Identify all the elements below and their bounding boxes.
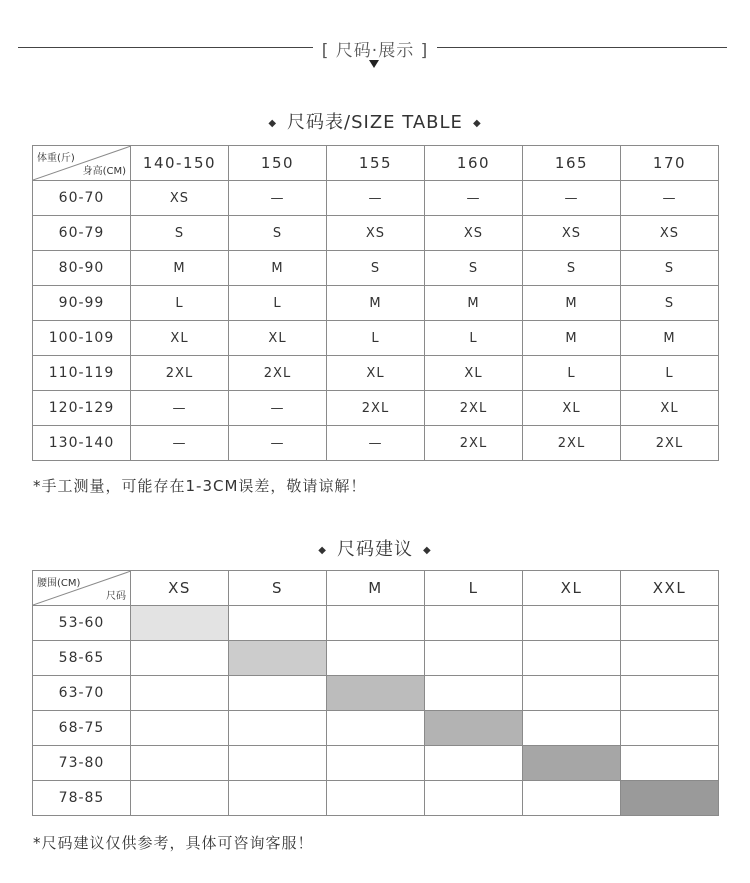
suggestion-table-cell xyxy=(327,641,425,676)
size-table-cell: L xyxy=(229,286,327,321)
suggestion-table-note: *尺码建议仅供参考，具体可咨询客服！ xyxy=(33,834,314,852)
suggestion-table-cell xyxy=(425,676,523,711)
suggestion-table-cell xyxy=(131,711,229,746)
size-column-header: 165 xyxy=(523,146,621,181)
banner-label: [ 尺码·展示 ] xyxy=(321,41,429,61)
size-table-row xyxy=(33,216,719,251)
suggestion-table-cell xyxy=(425,606,523,641)
suggestion-column-header: S xyxy=(229,571,327,606)
waist-row-label: 58-65 xyxy=(33,641,131,676)
size-table-cell: XS xyxy=(621,216,719,251)
size-table-row xyxy=(33,356,719,391)
size-table-cell: S xyxy=(327,251,425,286)
recommended-size-cell xyxy=(327,676,425,711)
corner-bottom-label: 身高(CM) xyxy=(82,166,126,177)
size-row-label: 90-99 xyxy=(33,286,131,321)
size-table-cell: XL xyxy=(425,356,523,391)
size-table-cell: — xyxy=(425,181,523,216)
waist-row-label: 63-70 xyxy=(33,676,131,711)
size-table-cell: S xyxy=(229,216,327,251)
suggestion-column-header: M xyxy=(327,571,425,606)
size-table-cell: M xyxy=(523,321,621,356)
size-table-cell: 2XL xyxy=(327,391,425,426)
corner-header-cell xyxy=(33,146,131,181)
recommended-size-cell xyxy=(229,641,327,676)
size-table-cell: XS xyxy=(425,216,523,251)
size-table-cell: — xyxy=(523,181,621,216)
size-table-cell: 2XL xyxy=(621,426,719,461)
size-table-cell: S xyxy=(131,216,229,251)
suggestion-table-cell xyxy=(621,606,719,641)
suggestion-column-header: XXL xyxy=(621,571,719,606)
diamond-icon: ◆ xyxy=(318,544,327,556)
suggestion-column-header: L xyxy=(425,571,523,606)
size-table-cell: L xyxy=(621,356,719,391)
size-table-cell: — xyxy=(229,391,327,426)
size-row-label: 100-109 xyxy=(33,321,131,356)
suggestion-table-title: 尺码建议 xyxy=(337,539,413,560)
size-row-label: 130-140 xyxy=(33,426,131,461)
size-table-cell: M xyxy=(621,321,719,356)
recommended-size-cell xyxy=(131,606,229,641)
size-table-row xyxy=(33,286,719,321)
size-table-header-row xyxy=(33,146,719,181)
corner-bottom-label: 尺码 xyxy=(106,591,126,602)
size-table-cell: L xyxy=(131,286,229,321)
size-table-cell: L xyxy=(523,356,621,391)
suggestion-table-row xyxy=(33,676,719,711)
corner-top-label: 体重(斤) xyxy=(37,153,75,164)
size-table-cell: 2XL xyxy=(425,391,523,426)
size-table-cell: M xyxy=(131,251,229,286)
size-table-cell: XL xyxy=(523,391,621,426)
suggestion-table-cell xyxy=(131,781,229,816)
size-table xyxy=(32,145,719,461)
size-table-cell: XL xyxy=(229,321,327,356)
size-column-header: 155 xyxy=(327,146,425,181)
suggestion-table-cell xyxy=(621,641,719,676)
suggestion-table-cell xyxy=(523,641,621,676)
size-column-header: 150 xyxy=(229,146,327,181)
recommended-size-cell xyxy=(621,781,719,816)
suggestion-table-row xyxy=(33,711,719,746)
size-table-note: *手工测量，可能存在1-3CM误差，敬请谅解！ xyxy=(33,477,367,495)
size-table-cell: L xyxy=(425,321,523,356)
down-arrow-icon xyxy=(369,60,379,68)
recommended-size-cell xyxy=(425,711,523,746)
waist-row-label: 78-85 xyxy=(33,781,131,816)
suggestion-table-cell xyxy=(229,781,327,816)
size-table-cell: M xyxy=(229,251,327,286)
suggestion-table-cell xyxy=(425,641,523,676)
suggestion-table-cell xyxy=(425,746,523,781)
suggestion-table-cell xyxy=(523,781,621,816)
suggestion-table-cell xyxy=(523,711,621,746)
size-column-header: 140-150 xyxy=(131,146,229,181)
size-table-row xyxy=(33,426,719,461)
size-table-cell: 2XL xyxy=(425,426,523,461)
suggestion-table-row xyxy=(33,781,719,816)
size-table-cell: — xyxy=(131,426,229,461)
suggestion-table-cell xyxy=(131,746,229,781)
corner-top-label: 腰围(CM) xyxy=(37,578,81,589)
suggestion-table-cell xyxy=(131,676,229,711)
suggestion-table-cell xyxy=(523,676,621,711)
suggestion-table xyxy=(32,570,719,816)
size-table-cell: — xyxy=(621,181,719,216)
waist-row-label: 53-60 xyxy=(33,606,131,641)
size-row-label: 110-119 xyxy=(33,356,131,391)
size-row-label: 120-129 xyxy=(33,391,131,426)
size-table-cell: XS xyxy=(523,216,621,251)
size-table-cell: M xyxy=(327,286,425,321)
size-row-label: 60-70 xyxy=(33,181,131,216)
banner-rule-right xyxy=(437,47,727,48)
size-table-row xyxy=(33,251,719,286)
size-table-row xyxy=(33,321,719,356)
size-table-cell: XL xyxy=(327,356,425,391)
size-table-cell: XS xyxy=(327,216,425,251)
size-table-cell: S xyxy=(621,286,719,321)
size-table-cell: S xyxy=(523,251,621,286)
size-table-cell: — xyxy=(229,426,327,461)
corner-header-cell xyxy=(33,571,131,606)
size-table-cell: M xyxy=(425,286,523,321)
section-banner xyxy=(0,30,750,70)
diamond-icon: ◆ xyxy=(268,117,278,129)
suggestion-table-row xyxy=(33,606,719,641)
size-table-cell: — xyxy=(229,181,327,216)
size-column-header: 170 xyxy=(621,146,719,181)
suggestion-table-cell xyxy=(523,606,621,641)
size-table-cell: S xyxy=(425,251,523,286)
size-table-cell: M xyxy=(523,286,621,321)
size-row-label: 60-79 xyxy=(33,216,131,251)
suggestion-table-cell xyxy=(229,711,327,746)
size-table-cell: S xyxy=(621,251,719,286)
suggestion-table-cell xyxy=(327,781,425,816)
size-table-cell: 2XL xyxy=(131,356,229,391)
suggestion-table-cell xyxy=(327,711,425,746)
size-table-cell: — xyxy=(131,391,229,426)
size-table-cell: XL xyxy=(131,321,229,356)
size-table-cell: XS xyxy=(131,181,229,216)
suggestion-table-cell xyxy=(229,606,327,641)
size-table-row xyxy=(33,181,719,216)
waist-row-label: 73-80 xyxy=(33,746,131,781)
diamond-icon: ◆ xyxy=(423,544,432,556)
suggestion-table-header-row xyxy=(33,571,719,606)
waist-row-label: 68-75 xyxy=(33,711,131,746)
suggestion-table-cell xyxy=(621,746,719,781)
size-table-cell: L xyxy=(327,321,425,356)
suggestion-table-cell xyxy=(425,781,523,816)
suggestion-table-cell xyxy=(131,641,229,676)
size-table-cell: 2XL xyxy=(523,426,621,461)
size-table-heading xyxy=(0,108,750,134)
suggestion-column-header: XS xyxy=(131,571,229,606)
size-table-row xyxy=(33,391,719,426)
suggestion-table-cell xyxy=(229,746,327,781)
diamond-icon: ◆ xyxy=(472,117,482,129)
size-table-cell: 2XL xyxy=(229,356,327,391)
suggestion-table-cell xyxy=(621,676,719,711)
suggestion-column-header: XL xyxy=(523,571,621,606)
suggestion-table-row xyxy=(33,641,719,676)
suggestion-table-cell xyxy=(229,676,327,711)
suggestion-table-heading xyxy=(0,535,750,561)
suggestion-table-row xyxy=(33,746,719,781)
size-table-cell: — xyxy=(327,426,425,461)
size-column-header: 160 xyxy=(425,146,523,181)
suggestion-table-cell xyxy=(621,711,719,746)
banner-rule-left xyxy=(18,47,313,48)
size-table-cell: — xyxy=(327,181,425,216)
size-table-title: 尺码表/SIZE TABLE xyxy=(287,112,463,133)
suggestion-table-cell xyxy=(327,746,425,781)
size-row-label: 80-90 xyxy=(33,251,131,286)
suggestion-table-cell xyxy=(327,606,425,641)
size-table-cell: XL xyxy=(621,391,719,426)
recommended-size-cell xyxy=(523,746,621,781)
